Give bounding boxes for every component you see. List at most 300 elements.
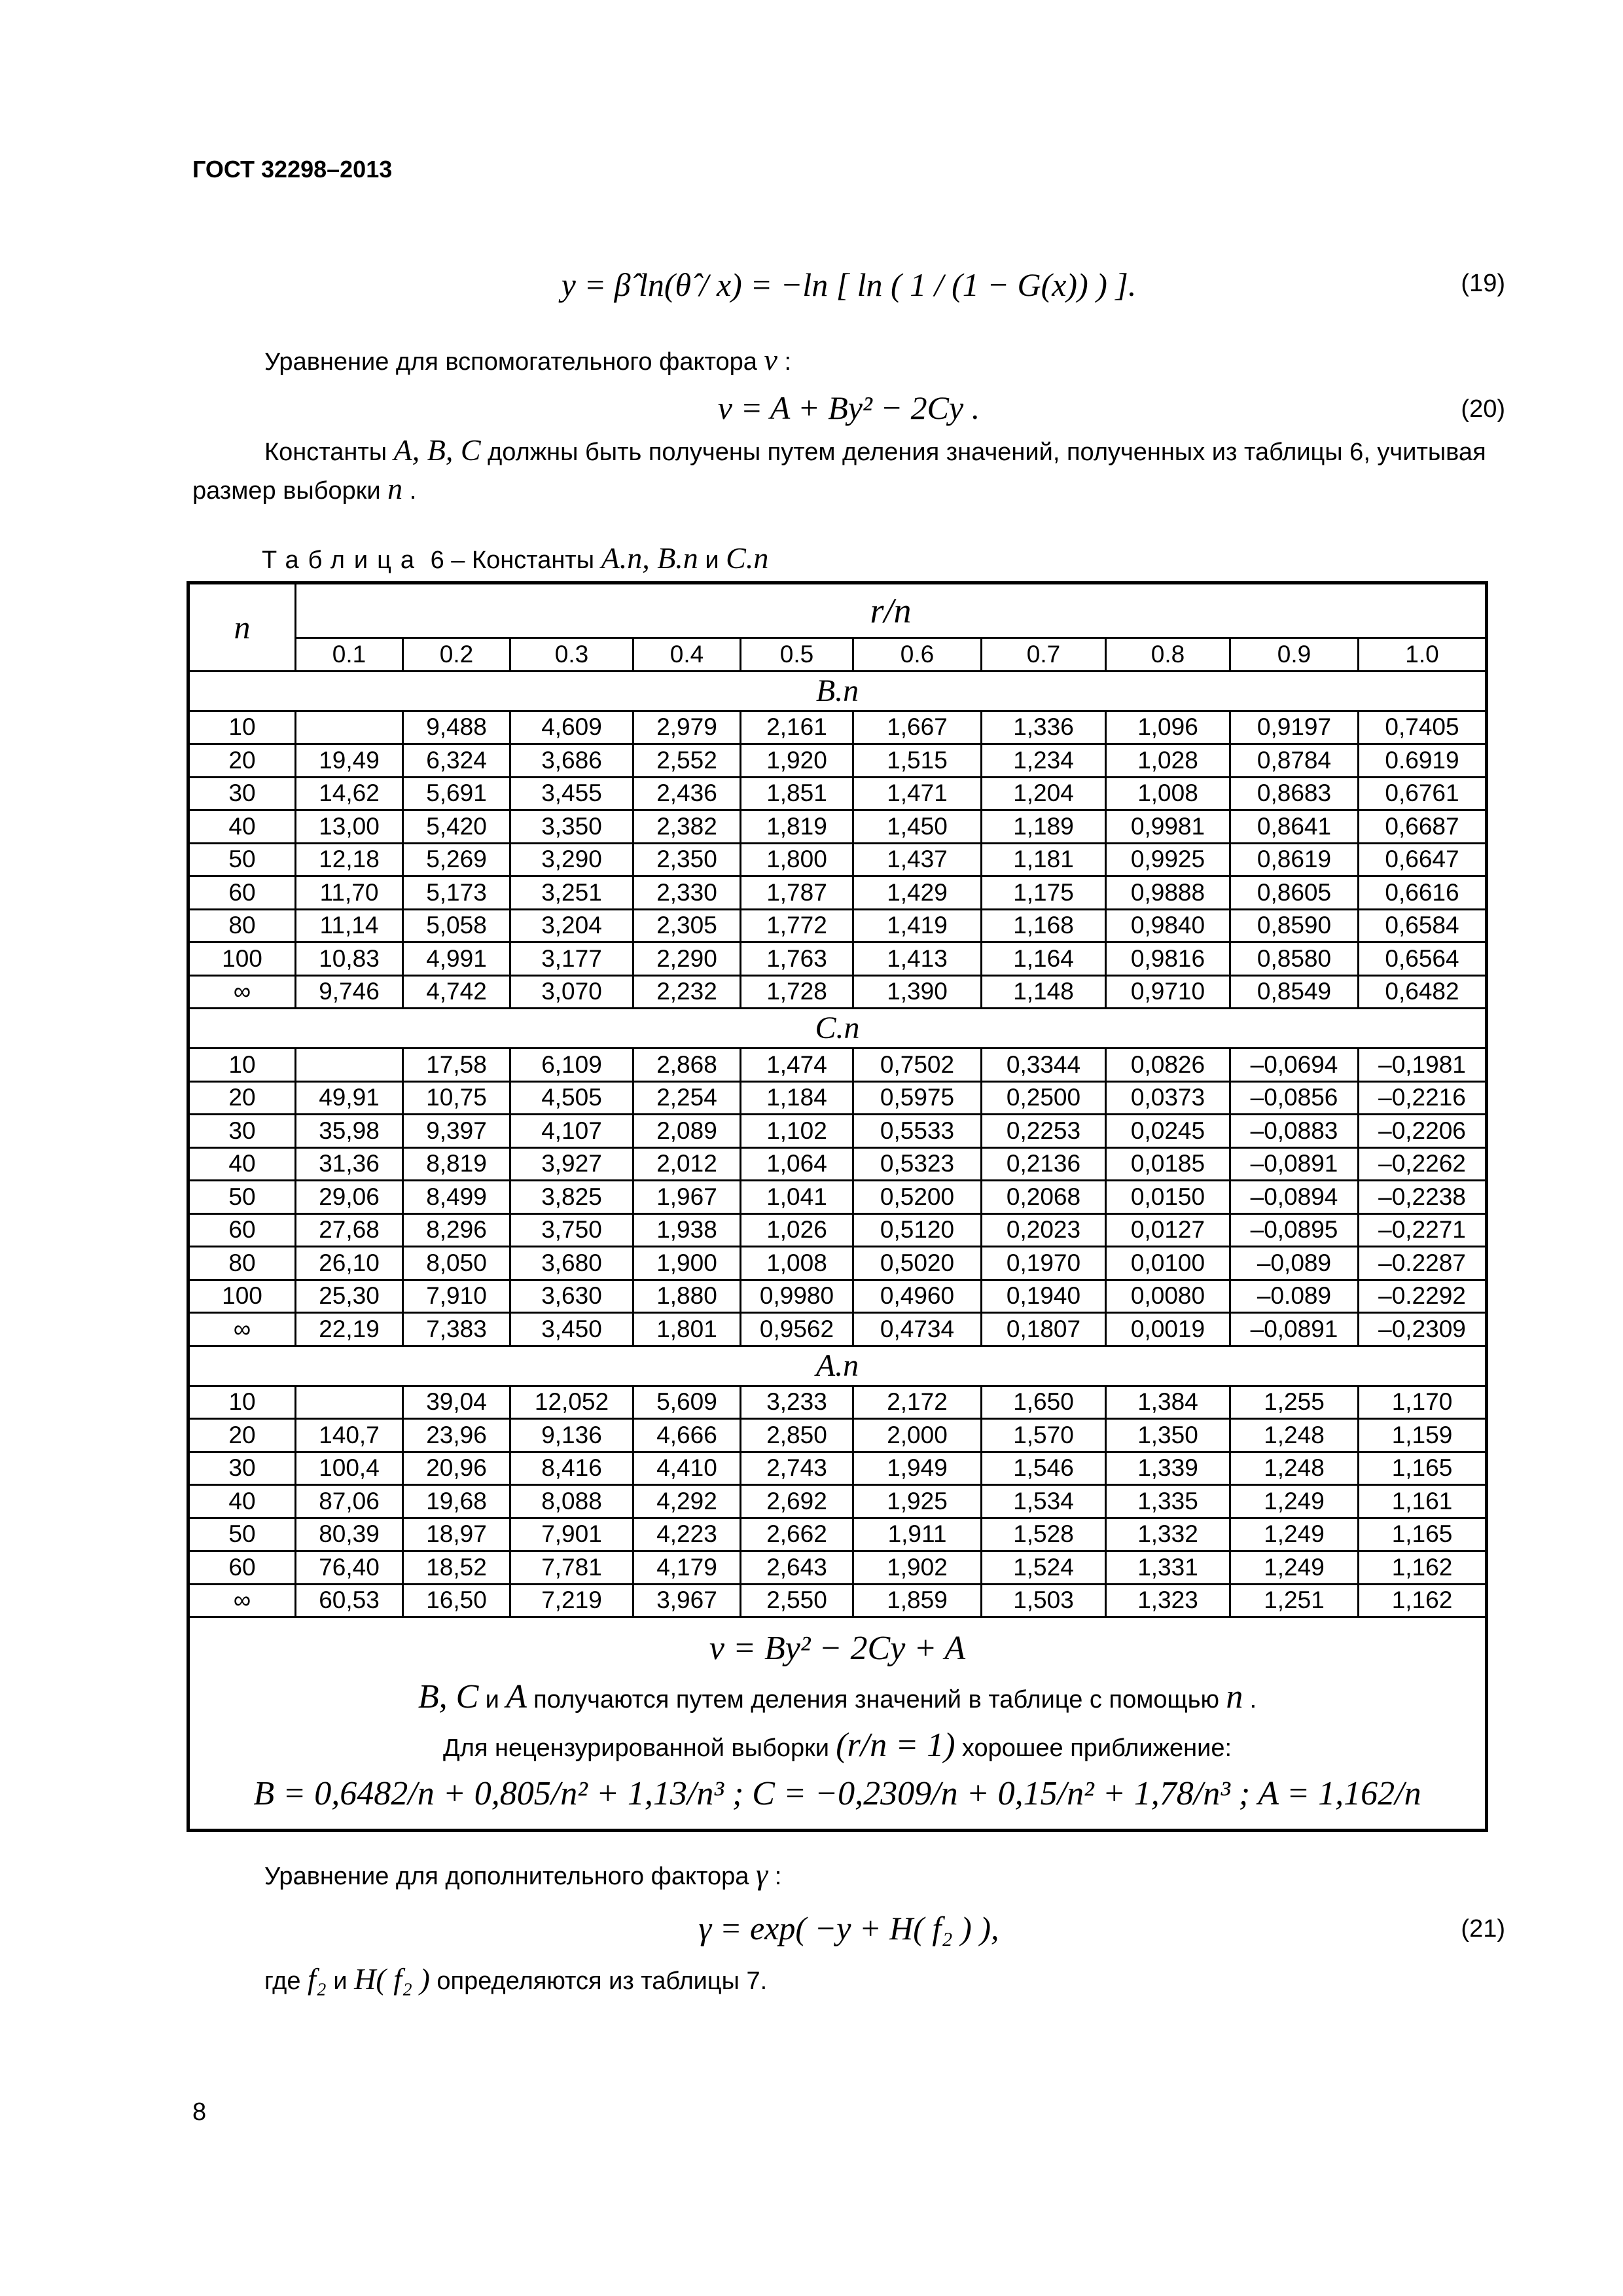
value-cell: 1,534 — [982, 1485, 1106, 1518]
caption-and: и — [705, 547, 719, 574]
paragraph-constants-tail: . — [409, 477, 417, 505]
value-cell: 1,096 — [1106, 711, 1230, 744]
row-n-cell: 10 — [188, 711, 296, 744]
value-cell: 1,161 — [1359, 1485, 1487, 1518]
value-cell: 1,437 — [853, 843, 982, 876]
value-cell: 0,8683 — [1230, 777, 1359, 810]
table-header-row-1 — [188, 583, 1487, 638]
value-cell: 0,9981 — [1106, 810, 1230, 844]
value-cell: –0,2271 — [1359, 1213, 1487, 1247]
value-cell: 11,14 — [296, 909, 403, 942]
value-cell — [296, 1049, 403, 1082]
section-title: C.n — [188, 1009, 1487, 1049]
value-cell: 1,524 — [982, 1551, 1106, 1585]
where-and: и — [333, 1967, 348, 1995]
value-cell: 3,825 — [510, 1181, 633, 1214]
value-cell: 0,6482 — [1359, 975, 1487, 1009]
row-n-cell: 40 — [188, 810, 296, 844]
row-n-cell: 40 — [188, 1485, 296, 1518]
row-n-cell: 100 — [188, 942, 296, 976]
table-row — [188, 1213, 1487, 1247]
value-cell: –0,2262 — [1359, 1147, 1487, 1181]
row-n-cell: 80 — [188, 1247, 296, 1280]
value-cell: 1,026 — [741, 1213, 853, 1247]
where-lead: где — [264, 1967, 301, 1995]
row-n-cell: 60 — [188, 1213, 296, 1247]
value-cell: 1,880 — [633, 1280, 741, 1313]
value-cell: 1,650 — [982, 1386, 1106, 1419]
value-cell: 6,324 — [403, 744, 510, 778]
value-cell: 29,06 — [296, 1181, 403, 1214]
value-cell: 1,165 — [1359, 1452, 1487, 1485]
footer-formula-line — [196, 1626, 1478, 1674]
paragraph-extra-factor — [192, 1856, 1505, 1895]
row-n-cell: 60 — [188, 876, 296, 910]
value-cell: 1,350 — [1106, 1419, 1230, 1452]
value-cell: 2,290 — [633, 942, 741, 976]
value-cell: 0,2023 — [982, 1213, 1106, 1247]
table-row — [188, 744, 1487, 778]
row-n-cell: ∞ — [188, 975, 296, 1009]
row-n-cell: 10 — [188, 1386, 296, 1419]
value-cell: 1,503 — [982, 1584, 1106, 1617]
value-cell: 1,332 — [1106, 1518, 1230, 1551]
value-cell: 2,232 — [633, 975, 741, 1009]
row-n-cell: ∞ — [188, 1584, 296, 1617]
value-cell: 1,248 — [1230, 1452, 1359, 1485]
value-cell: 1,162 — [1359, 1551, 1487, 1585]
table-row — [188, 1115, 1487, 1148]
value-cell: 1,168 — [982, 909, 1106, 942]
value-cell: 0,0185 — [1106, 1147, 1230, 1181]
value-cell: 1,902 — [853, 1551, 982, 1585]
footer-var-n: n — [1226, 1678, 1243, 1715]
value-cell: 0,2253 — [982, 1115, 1106, 1148]
value-cell: 60,53 — [296, 1584, 403, 1617]
value-cell: 1,041 — [741, 1181, 853, 1214]
value-cell: –0.089 — [1230, 1280, 1359, 1313]
value-cell: 3,455 — [510, 777, 633, 810]
value-cell: 1,251 — [1230, 1584, 1359, 1617]
value-cell: 0,0080 — [1106, 1280, 1230, 1313]
value-cell: 5,691 — [403, 777, 510, 810]
value-cell: 9,136 — [510, 1419, 633, 1452]
value-cell: 1,925 — [853, 1485, 982, 1518]
value-cell: 3,750 — [510, 1213, 633, 1247]
value-cell: 1,546 — [982, 1452, 1106, 1485]
value-cell: 1,204 — [982, 777, 1106, 810]
equation-20-number: (20) — [1461, 395, 1505, 423]
row-n-cell: 30 — [188, 777, 296, 810]
value-cell: 1,148 — [982, 975, 1106, 1009]
value-cell: –0.2292 — [1359, 1280, 1487, 1313]
value-cell: 0,8641 — [1230, 810, 1359, 844]
value-cell: 1,181 — [982, 843, 1106, 876]
value-cell: –0,0856 — [1230, 1081, 1359, 1115]
value-cell: 1,772 — [741, 909, 853, 942]
value-cell: 0,6647 — [1359, 843, 1487, 876]
footer-line-2-text: получаются путем деления значений в таблице с помощью — [533, 1686, 1220, 1713]
column-header-6: 0.6 — [853, 638, 982, 672]
value-cell: 0,0100 — [1106, 1247, 1230, 1280]
table-row — [188, 810, 1487, 844]
value-cell: 2,979 — [633, 711, 741, 744]
value-cell: 1,763 — [741, 942, 853, 976]
value-cell: –0,0891 — [1230, 1147, 1359, 1181]
value-cell: 26,10 — [296, 1247, 403, 1280]
value-cell: 80,39 — [296, 1518, 403, 1551]
value-cell: 2,868 — [633, 1049, 741, 1082]
value-cell: 0,0127 — [1106, 1213, 1230, 1247]
value-cell: 2,330 — [633, 876, 741, 910]
value-cell: 0,8549 — [1230, 975, 1359, 1009]
value-cell: 0,5533 — [853, 1115, 982, 1148]
section-row — [188, 1009, 1487, 1049]
value-cell: 0,8605 — [1230, 876, 1359, 910]
table-row — [188, 843, 1487, 876]
value-cell: 1,162 — [1359, 1584, 1487, 1617]
value-cell: 12,18 — [296, 843, 403, 876]
value-cell: 2,089 — [633, 1115, 741, 1148]
column-header-n: n — [188, 583, 296, 672]
value-cell: 2,692 — [741, 1485, 853, 1518]
value-cell: 49,91 — [296, 1081, 403, 1115]
value-cell: 1,159 — [1359, 1419, 1487, 1452]
paragraph-constants-lead: Константы — [264, 439, 387, 466]
value-cell: 140,7 — [296, 1419, 403, 1452]
value-cell: 1,008 — [1106, 777, 1230, 810]
value-cell: 5,058 — [403, 909, 510, 942]
value-cell: 0,8619 — [1230, 843, 1359, 876]
value-cell: 0,9980 — [741, 1280, 853, 1313]
row-n-cell: 50 — [188, 1518, 296, 1551]
value-cell: 0,6616 — [1359, 876, 1487, 910]
value-cell: 22,19 — [296, 1313, 403, 1346]
value-cell: 0,0245 — [1106, 1115, 1230, 1148]
equation-21-number: (21) — [1461, 1915, 1505, 1943]
value-cell: –0,1981 — [1359, 1049, 1487, 1082]
table-row — [188, 1452, 1487, 1485]
value-cell: 14,62 — [296, 777, 403, 810]
paragraph-constants-text: должны быть получены путем деления значений, полученных из таблицы 6, учитывая размер выборки — [192, 439, 1486, 505]
value-cell: 3,967 — [633, 1584, 741, 1617]
value-cell: 0.6919 — [1359, 744, 1487, 778]
value-cell: 19,68 — [403, 1485, 510, 1518]
table-row — [188, 942, 1487, 976]
table-row — [188, 1551, 1487, 1585]
value-cell: 17,58 — [403, 1049, 510, 1082]
table-row — [188, 1280, 1487, 1313]
value-cell: 1,474 — [741, 1049, 853, 1082]
value-cell: 1,008 — [741, 1247, 853, 1280]
column-header-3: 0.3 — [510, 638, 633, 672]
column-header-4: 0.4 — [633, 638, 741, 672]
value-cell: 7,781 — [510, 1551, 633, 1585]
paragraph-constants — [192, 432, 1505, 509]
value-cell: 12,052 — [510, 1386, 633, 1419]
value-cell: 3,686 — [510, 744, 633, 778]
value-cell: 4,666 — [633, 1419, 741, 1452]
value-cell: 2,350 — [633, 843, 741, 876]
value-cell: 1,419 — [853, 909, 982, 942]
table-row — [188, 711, 1487, 744]
value-cell: 3,177 — [510, 942, 633, 976]
where-text: определяются из таблицы 7. — [437, 1967, 768, 1995]
column-header-5: 0.5 — [741, 638, 853, 672]
value-cell: –0,0895 — [1230, 1213, 1359, 1247]
value-cell: 1,323 — [1106, 1584, 1230, 1617]
caption-text: – Константы — [451, 547, 595, 574]
value-cell: 4,742 — [403, 975, 510, 1009]
value-cell: 1,851 — [741, 777, 853, 810]
table-row — [188, 1181, 1487, 1214]
value-cell: 1,189 — [982, 810, 1106, 844]
value-cell: 2,254 — [633, 1081, 741, 1115]
value-cell: 1,339 — [1106, 1452, 1230, 1485]
section-title: A.n — [188, 1346, 1487, 1386]
value-cell: –0.2287 — [1359, 1247, 1487, 1280]
table-row — [188, 1584, 1487, 1617]
var-h-f2: H( f₂ ) — [354, 1962, 430, 1996]
value-cell: 4,505 — [510, 1081, 633, 1115]
table-row — [188, 1518, 1487, 1551]
value-cell: 1,164 — [982, 942, 1106, 976]
paragraph-aux-text: Уравнение для вспомогательного фактора — [264, 348, 757, 376]
value-cell: 2,012 — [633, 1147, 741, 1181]
value-cell: 4,410 — [633, 1452, 741, 1485]
value-cell: 1,859 — [853, 1584, 982, 1617]
value-cell: 1,390 — [853, 975, 982, 1009]
value-cell: 1,819 — [741, 810, 853, 844]
value-cell: 7,219 — [510, 1584, 633, 1617]
value-cell: 5,173 — [403, 876, 510, 910]
caption-number: 6 — [430, 547, 444, 574]
equation-20-formula: v = A + By² − 2Cy . — [717, 389, 980, 426]
value-cell: 1,248 — [1230, 1419, 1359, 1452]
value-cell: 18,97 — [403, 1518, 510, 1551]
row-n-cell: 30 — [188, 1115, 296, 1148]
footer-line-2 — [196, 1674, 1478, 1723]
value-cell: 1,667 — [853, 711, 982, 744]
table-row — [188, 1419, 1487, 1452]
row-n-cell: 20 — [188, 744, 296, 778]
paragraph-extra-text: Уравнение для дополнительного фактора — [264, 1863, 749, 1890]
value-cell: 0,6564 — [1359, 942, 1487, 976]
table-row — [188, 1147, 1487, 1181]
value-cell: 1,967 — [633, 1181, 741, 1214]
value-cell — [296, 711, 403, 744]
value-cell: 1,900 — [633, 1247, 741, 1280]
footer-line-4 — [196, 1771, 1478, 1820]
row-n-cell: 60 — [188, 1551, 296, 1585]
column-header-7: 0.7 — [982, 638, 1106, 672]
value-cell: 1,515 — [853, 744, 982, 778]
value-cell: 8,296 — [403, 1213, 510, 1247]
var-n: n — [387, 472, 403, 505]
footer-and: и — [485, 1686, 499, 1713]
var-gamma: γ — [756, 1857, 768, 1891]
value-cell: 0,5975 — [853, 1081, 982, 1115]
value-cell: 2,000 — [853, 1419, 982, 1452]
equation-19 — [192, 236, 1505, 334]
value-cell: 7,901 — [510, 1518, 633, 1551]
footer-var-a: A — [506, 1678, 527, 1715]
value-cell: 0,0019 — [1106, 1313, 1230, 1346]
value-cell: 39,04 — [403, 1386, 510, 1419]
paragraph-aux-tail: : — [784, 348, 792, 376]
value-cell: 1,175 — [982, 876, 1106, 910]
row-n-cell: 30 — [188, 1452, 296, 1485]
table-row — [188, 1386, 1487, 1419]
value-cell: 8,050 — [403, 1247, 510, 1280]
value-cell: 1,234 — [982, 744, 1106, 778]
footer-condition: (r/n = 1) — [836, 1727, 955, 1764]
footer-line-3-text: Для нецензурированной выборки — [442, 1734, 829, 1762]
value-cell: 2,643 — [741, 1551, 853, 1585]
footer-formula: v = By² − 2Cy + A — [709, 1630, 966, 1667]
section-row — [188, 1346, 1487, 1386]
var-v: v — [764, 343, 777, 376]
value-cell: 5,269 — [403, 843, 510, 876]
value-cell: 35,98 — [296, 1115, 403, 1148]
value-cell: 1,249 — [1230, 1485, 1359, 1518]
value-cell: 2,550 — [741, 1584, 853, 1617]
table-footer-row — [188, 1617, 1487, 1831]
footer-approximation: B = 0,6482/n + 0,805/n² + 1,13/n³ ; C = −0,2309/n + 0,15/n² + 1,78/n³ ; A = 1,162/n — [253, 1775, 1421, 1812]
row-n-cell: 100 — [188, 1280, 296, 1313]
value-cell: 4,991 — [403, 942, 510, 976]
value-cell: 2,850 — [741, 1419, 853, 1452]
value-cell: 10,75 — [403, 1081, 510, 1115]
value-cell: 0,8590 — [1230, 909, 1359, 942]
value-cell: 0,9888 — [1106, 876, 1230, 910]
value-cell: 10,83 — [296, 942, 403, 976]
value-cell: 1,800 — [741, 843, 853, 876]
value-cell: –0,0694 — [1230, 1049, 1359, 1082]
table-footer — [188, 1617, 1487, 1831]
value-cell: 9,488 — [403, 711, 510, 744]
value-cell: 100,4 — [296, 1452, 403, 1485]
value-cell: –0,2309 — [1359, 1313, 1487, 1346]
value-cell: 0,4960 — [853, 1280, 982, 1313]
value-cell: 4,179 — [633, 1551, 741, 1585]
value-cell: 0,0826 — [1106, 1049, 1230, 1082]
value-cell: 27,68 — [296, 1213, 403, 1247]
value-cell: 1,165 — [1359, 1518, 1487, 1551]
row-n-cell: 50 — [188, 843, 296, 876]
value-cell: 1,938 — [633, 1213, 741, 1247]
value-cell: 1,028 — [1106, 744, 1230, 778]
value-cell: 25,30 — [296, 1280, 403, 1313]
value-cell: 8,416 — [510, 1452, 633, 1485]
footer-vars-bc: B, C — [418, 1678, 479, 1715]
row-n-cell: 40 — [188, 1147, 296, 1181]
column-header-9: 0.9 — [1230, 638, 1359, 672]
value-cell: 5,609 — [633, 1386, 741, 1419]
value-cell: 19,49 — [296, 744, 403, 778]
value-cell: 4,107 — [510, 1115, 633, 1148]
value-cell: 0,6687 — [1359, 810, 1487, 844]
value-cell: 23,96 — [403, 1419, 510, 1452]
value-cell: 1,920 — [741, 744, 853, 778]
value-cell — [296, 1386, 403, 1419]
value-cell: 0,9197 — [1230, 711, 1359, 744]
value-cell: 3,350 — [510, 810, 633, 844]
value-cell: 0,6584 — [1359, 909, 1487, 942]
value-cell: 3,927 — [510, 1147, 633, 1181]
var-f2: f₂ — [308, 1962, 327, 1996]
table-footer-cell — [188, 1617, 1487, 1831]
section-title: B.n — [188, 671, 1487, 711]
value-cell: 8,819 — [403, 1147, 510, 1181]
value-cell: 1,528 — [982, 1518, 1106, 1551]
value-cell: 1,450 — [853, 810, 982, 844]
value-cell: 13,00 — [296, 810, 403, 844]
value-cell: –0,2216 — [1359, 1081, 1487, 1115]
table-row — [188, 1049, 1487, 1082]
value-cell: 7,910 — [403, 1280, 510, 1313]
value-cell: 4,223 — [633, 1518, 741, 1551]
equation-19-formula: y = β̂ ln(θ̂ / x) = −ln [ ln ( 1 / (1 − G(x)) ) ]. — [561, 266, 1137, 303]
table-row — [188, 777, 1487, 810]
value-cell: 6,109 — [510, 1049, 633, 1082]
value-cell: 0,8784 — [1230, 744, 1359, 778]
value-cell: 1,331 — [1106, 1551, 1230, 1585]
value-cell: 87,06 — [296, 1485, 403, 1518]
value-cell: 0,5200 — [853, 1181, 982, 1214]
page-number: 8 — [192, 2098, 207, 2126]
value-cell: 0,5120 — [853, 1213, 982, 1247]
value-cell: 0,3344 — [982, 1049, 1106, 1082]
caption-vars: A.n, B.n — [601, 541, 698, 575]
value-cell: 2,743 — [741, 1452, 853, 1485]
row-n-cell: 20 — [188, 1419, 296, 1452]
footer-line-3-tail: хорошее приближение: — [961, 1734, 1232, 1762]
section-row — [188, 671, 1487, 711]
value-cell: –0,0891 — [1230, 1313, 1359, 1346]
column-header-10: 1.0 — [1359, 638, 1487, 672]
value-cell: 3,630 — [510, 1280, 633, 1313]
value-cell: 1,255 — [1230, 1386, 1359, 1419]
value-cell: 16,50 — [403, 1584, 510, 1617]
table-row — [188, 1247, 1487, 1280]
value-cell: 20,96 — [403, 1452, 510, 1485]
table-6 — [187, 581, 1488, 1832]
value-cell: 0,1970 — [982, 1247, 1106, 1280]
column-header-2: 0.2 — [403, 638, 510, 672]
document-id: ГОСТ 32298–2013 — [192, 156, 393, 183]
value-cell: –0,0883 — [1230, 1115, 1359, 1148]
paragraph-where — [264, 1961, 1505, 2000]
table-row — [188, 1081, 1487, 1115]
value-cell: 1,064 — [741, 1147, 853, 1181]
footer-line-2-tail: . — [1249, 1686, 1257, 1713]
equation-19-number: (19) — [1461, 270, 1505, 297]
value-cell: 4,292 — [633, 1485, 741, 1518]
value-cell: –0,2206 — [1359, 1115, 1487, 1148]
value-cell: 1,170 — [1359, 1386, 1487, 1419]
value-cell: 9,746 — [296, 975, 403, 1009]
value-cell: 1,787 — [741, 876, 853, 910]
equation-21-formula: γ = exp( −y + H( f₂ ) ), — [698, 1910, 999, 1946]
value-cell: –0,0894 — [1230, 1181, 1359, 1214]
value-cell: 1,335 — [1106, 1485, 1230, 1518]
value-cell: 7,383 — [403, 1313, 510, 1346]
value-cell: 2,172 — [853, 1386, 982, 1419]
value-cell: 3,251 — [510, 876, 633, 910]
value-cell: 0,5323 — [853, 1147, 982, 1181]
value-cell: 0,0373 — [1106, 1081, 1230, 1115]
